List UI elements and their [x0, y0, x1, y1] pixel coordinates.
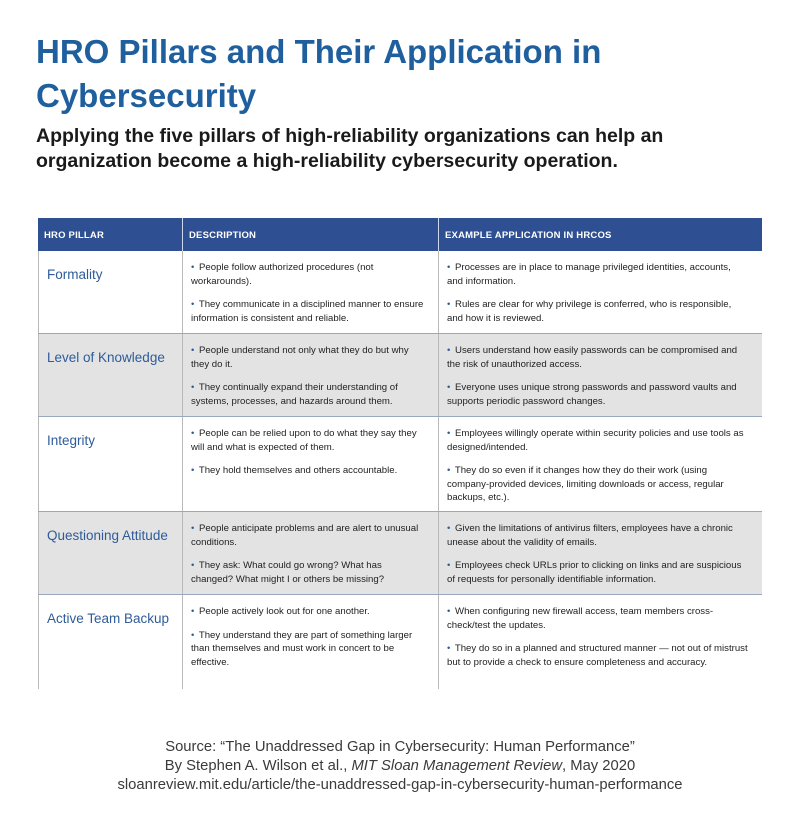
description-cell [182, 417, 438, 511]
example-cell [438, 417, 762, 511]
description-cell [182, 334, 438, 416]
pillar-name: Level of Knowledge [38, 334, 182, 416]
description-cell [182, 595, 438, 689]
source-citation [0, 738, 800, 795]
source-author-line: By Stephen A. Wilson et al., MIT Sloan Management Review, May 2020 [164, 758, 636, 774]
description-bullet: • They communicate in a disciplined manner to ensure information is consistent and reliable. [191, 299, 424, 324]
table-row [38, 251, 762, 334]
source-line: Source: “The Unaddressed Gap in Cybersecurity: Human Performance” [165, 739, 635, 755]
pillar-name: Active Team Backup [38, 595, 182, 689]
example-bullet: • Processes are in place to manage privileged identities, accounts, and information. [447, 262, 731, 287]
description-bullet: • People understand not only what they do but why they do it. [191, 345, 409, 370]
description-bullet: • They ask: What could go wrong? What has changed? What might I or others be missing? [191, 560, 385, 585]
description-bullet: • They understand they are part of something larger than themselves and must work in concert to be effective. [191, 629, 413, 668]
example-bullet: • When configuring new firewall access, team members cross-check/test the updates. [447, 606, 714, 631]
table-row [38, 595, 762, 689]
page-subtitle: Applying the five pillars of high-reliability organizations can help an organization become a high-reliability cybersecurity operation. [36, 125, 664, 172]
description-bullet: • People anticipate problems and are alert to unusual conditions. [191, 523, 419, 548]
hro-pillars-table [38, 218, 762, 689]
example-bullet: • Given the limitations of antivirus filters, employees have a chronic unease about the validity of emails. [447, 523, 733, 548]
column-header-description: DESCRIPTION [182, 218, 438, 251]
example-cell [438, 251, 762, 333]
page-title: HRO Pillars and Their Application in Cybersecurity [36, 33, 602, 114]
example-bullet: • Employees willingly operate within security policies and use tools as designed/intended. [447, 428, 744, 453]
example-bullet: • They do so in a planned and structured manner — not out of mistrust but to provide a check to ensure completeness and accuracy. [447, 643, 748, 668]
table-row [38, 417, 762, 512]
description-bullet: • They hold themselves and others accountable. [191, 465, 398, 476]
source-url: sloanreview.mit.edu/article/the-unaddressed-gap-in-cybersecurity-human-performance [117, 777, 683, 793]
example-cell [438, 512, 762, 594]
example-cell [438, 595, 762, 689]
example-cell [438, 334, 762, 416]
table-row [38, 334, 762, 417]
pillar-name: Integrity [38, 417, 182, 511]
pillar-name: Questioning Attitude [38, 512, 182, 594]
description-bullet: • People follow authorized procedures (not workarounds). [191, 262, 374, 287]
example-bullet: • They do so even if it changes how they do their work (using company-provided devices, limiting downloads or access, regular backups, etc.). [447, 465, 724, 503]
description-bullet: • People actively look out for one another. [191, 606, 370, 617]
example-bullet: • Rules are clear for why privilege is conferred, who is responsible, and how it is reviewed. [447, 299, 732, 324]
column-header-example: EXAMPLE APPLICATION IN HRCOS [438, 218, 762, 251]
example-bullet: • Employees check URLs prior to clicking on links and are suspicious of requests for personally identifiable information. [447, 560, 742, 585]
description-cell [182, 512, 438, 594]
column-header-pillar: HRO PILLAR [44, 230, 105, 241]
description-bullet: • People can be relied upon to do what they say they will and what is expected of them. [191, 428, 417, 453]
table-header-row [38, 218, 762, 251]
description-cell [182, 251, 438, 333]
table-row [38, 512, 762, 595]
example-bullet: • Everyone uses unique strong passwords and password vaults and supports periodic password changes. [447, 382, 737, 407]
example-bullet: • Users understand how easily passwords can be compromised and the risk of unauthorized access. [447, 345, 738, 370]
pillar-name: Formality [38, 251, 182, 333]
description-bullet: • They continually expand their understanding of systems, processes, and hazards around them. [191, 382, 398, 407]
journal-name: MIT Sloan Management Review [351, 758, 563, 774]
